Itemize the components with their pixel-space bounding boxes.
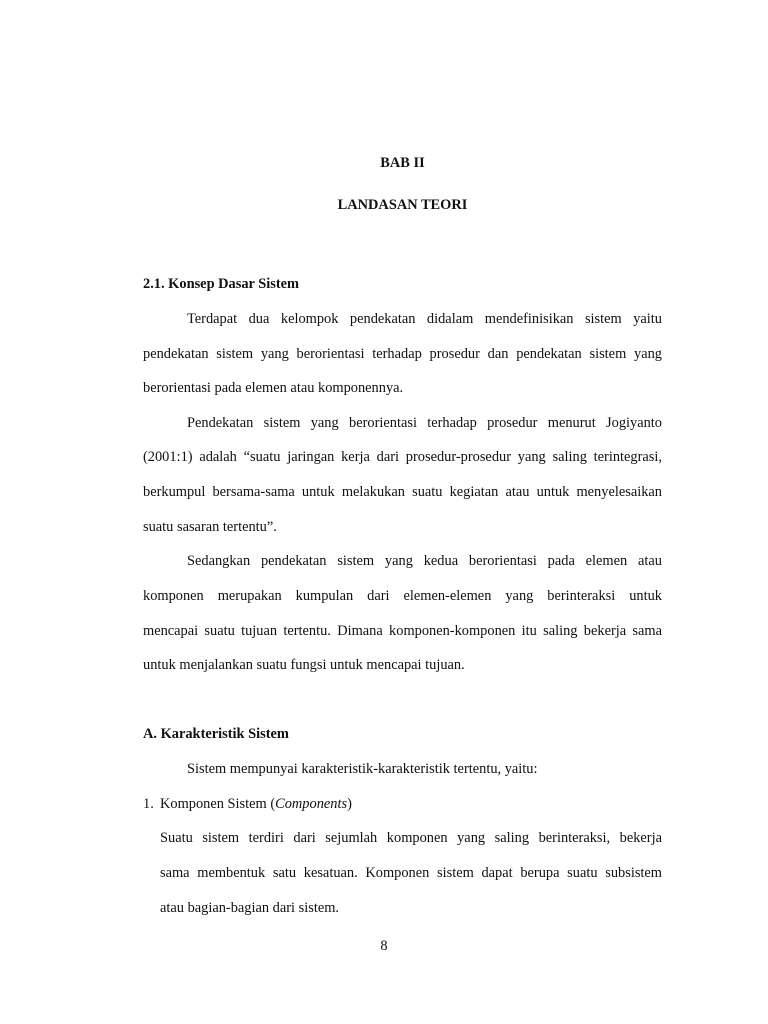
paragraph-line: komponen merupakan kumpulan dari elemen-elemen yang berinteraksi untuk	[143, 588, 662, 604]
paragraph-line: suatu sasaran tertentu”.	[143, 519, 277, 535]
paragraph-line: berorientasi pada elemen atau komponennya.	[143, 380, 404, 396]
paragraph-line: (2001:1) adalah “suatu jaringan kerja dari prosedur-prosedur yang saling terintegrasi,	[143, 449, 662, 465]
paragraph-line: pendekatan sistem yang berorientasi terhadap prosedur dan pendekatan sistem yang	[143, 346, 662, 362]
list-item-title-text: Komponen Sistem (	[160, 796, 276, 812]
list-item-body-line: atau bagian-bagian dari sistem.	[160, 900, 340, 916]
paragraph-line: mencapai suatu tujuan tertentu. Dimana komponen-komponen itu saling bekerja sama	[143, 623, 662, 639]
paragraph-line: Terdapat dua kelompok pendekatan didalam mendefinisikan sistem yaitu	[187, 311, 662, 327]
subsection-intro: Sistem mempunyai karakteristik-karakteristik tertentu, yaitu:	[187, 761, 538, 777]
chapter-title: LANDASAN TEORI	[337, 197, 468, 213]
subsection-heading: A. Karakteristik Sistem	[143, 726, 289, 742]
page-number: 8	[380, 938, 388, 954]
list-number: 1.	[143, 796, 154, 812]
list-item-body-line: Suatu sistem terdiri dari sejumlah komponen yang saling berinteraksi, bekerja	[160, 830, 662, 846]
paragraph-line: berkumpul bersama-sama untuk melakukan suatu kegiatan atau untuk menyelesaikan	[143, 484, 662, 500]
paragraph-line: Sedangkan pendekatan sistem yang kedua berorientasi pada elemen atau	[187, 553, 662, 569]
paragraph-line: untuk menjalankan suatu fungsi untuk mencapai tujuan.	[143, 657, 465, 673]
list-item-body-line: sama membentuk satu kesatuan. Komponen sistem dapat berupa suatu subsistem	[160, 865, 662, 881]
list-item-title	[160, 795, 662, 813]
list-item-title-end: )	[347, 796, 352, 812]
chapter-label: BAB II	[380, 155, 425, 171]
paragraph-line: Pendekatan sistem yang berorientasi terhadap prosedur menurut Jogiyanto	[187, 415, 662, 431]
section-heading: 2.1. Konsep Dasar Sistem	[143, 276, 300, 292]
list-item-title-italic: Components	[275, 796, 348, 812]
